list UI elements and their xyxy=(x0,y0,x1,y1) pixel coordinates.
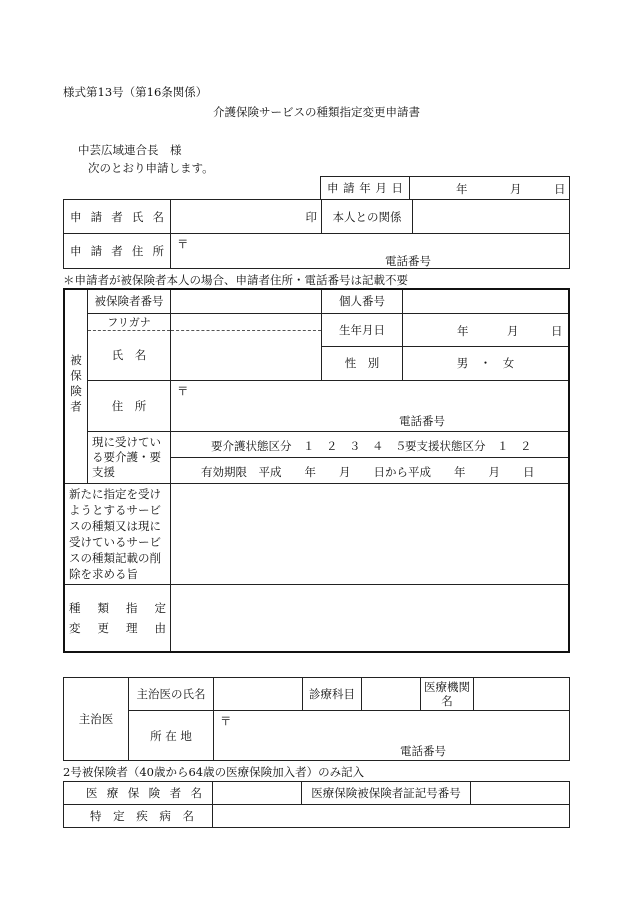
birth-label: 生年月日 xyxy=(322,313,403,346)
applicant-table xyxy=(63,199,570,269)
applicant-name-field[interactable] xyxy=(171,200,322,234)
reason-label: 種 類 指 定 変 更 理 由 xyxy=(69,600,166,635)
institution-label: 医療機関名 xyxy=(421,678,474,711)
intro-text: 次のとおり申請します。 xyxy=(88,161,214,175)
disease-label: 特 定 疾 病 名 xyxy=(90,809,194,823)
date-month: 月 xyxy=(510,182,522,196)
application-date-label: 申 請 年 月 日 xyxy=(327,181,403,195)
insured-postal-mark: 〒 xyxy=(177,383,189,398)
gender-options[interactable]: 男 ・ 女 xyxy=(403,346,570,380)
insured-address-field[interactable] xyxy=(171,380,570,431)
disease-field[interactable] xyxy=(213,805,570,828)
date-table xyxy=(320,176,570,200)
validity-period[interactable]: 有効期限 平成 年 月 日から平成 年 月 日 xyxy=(201,464,535,479)
relation-field[interactable] xyxy=(413,200,570,234)
application-date-field[interactable] xyxy=(410,177,570,200)
birth-year: 年 xyxy=(457,323,469,338)
addressee: 中芸広域連合長 様 xyxy=(78,143,182,157)
insured-number-label: 被保険者番号 xyxy=(88,289,171,313)
doctor-location-field[interactable] xyxy=(214,711,570,761)
dept-label: 診療科目 xyxy=(303,678,362,711)
insured-table xyxy=(63,288,570,653)
dept-field[interactable] xyxy=(362,678,421,711)
gender-label: 性 別 xyxy=(322,346,403,380)
applicant-note: ＊申請者が被保険者本人の場合、申請者住所・電話番号は記載不要 xyxy=(63,273,408,287)
cert-number-field[interactable] xyxy=(471,782,570,805)
relation-label: 本人との関係 xyxy=(322,200,413,234)
cert-number-label: 医療保険被保険者証記号番号 xyxy=(302,782,471,805)
reason-field[interactable] xyxy=(171,584,570,652)
form-number: 様式第13号（第16条関係） xyxy=(63,85,208,99)
applicant-address-label: 申 請 者 住 所 xyxy=(70,244,164,258)
medical-note: 2号被保険者（40歳から64歳の医療保険加入者）のみ記入 xyxy=(63,765,365,779)
insurer-field[interactable] xyxy=(213,782,302,805)
form-title: 介護保険サービスの種類指定変更申請書 xyxy=(213,105,420,119)
doctor-name-label: 主治医の氏名 xyxy=(129,678,214,711)
insurer-label: 医 療 保 険 者 名 xyxy=(86,786,202,800)
care-status-label: 現に受けている要介護・要支援 xyxy=(88,431,171,483)
applicant-name-label: 申 請 者 氏 名 xyxy=(70,209,164,224)
insured-number-boxes[interactable] xyxy=(171,289,322,313)
furigana-field[interactable] xyxy=(171,313,322,330)
personal-number-boxes[interactable] xyxy=(403,289,570,313)
birth-day: 日 xyxy=(551,323,563,338)
doctor-table xyxy=(63,677,570,761)
support-level-options[interactable]: 要支援状態区分 １ ２ xyxy=(405,438,532,453)
medical-table xyxy=(63,781,570,828)
seal-mark: 印 xyxy=(305,210,317,224)
service-change-label: 新たに指定を受けようとするサービスの種類又は現に受けているサービスの種類記載の削除を求める旨 xyxy=(64,483,171,584)
date-year: 年 xyxy=(456,182,468,196)
insured-address-label: 住 所 xyxy=(88,380,171,431)
doctor-location-label: 所 在 地 xyxy=(129,711,214,761)
service-change-field[interactable] xyxy=(171,483,570,584)
birth-month: 月 xyxy=(507,323,519,338)
applicant-address-field[interactable] xyxy=(171,234,570,269)
doctor-name-field[interactable] xyxy=(214,678,303,711)
insured-side-label: 被保険者 xyxy=(69,353,83,416)
doctor-side-label: 主治医 xyxy=(64,678,129,761)
care-level-options[interactable]: 要介護状態区分 １ ２ ３ ４ ５ xyxy=(211,438,407,453)
doctor-postal-mark: 〒 xyxy=(220,714,232,728)
insured-name-field[interactable] xyxy=(171,330,322,380)
furigana-label: フリガナ xyxy=(88,313,171,330)
insured-name-label: 氏 名 xyxy=(88,330,171,380)
applicant-phone-label: 電話番号 xyxy=(385,254,431,268)
birth-field[interactable] xyxy=(403,313,570,346)
date-day: 日 xyxy=(554,182,566,196)
insured-phone-label: 電話番号 xyxy=(399,413,445,428)
doctor-phone-label: 電話番号 xyxy=(400,744,446,758)
postal-mark: 〒 xyxy=(177,237,189,251)
personal-number-label: 個人番号 xyxy=(322,289,403,313)
institution-field[interactable] xyxy=(474,678,570,711)
